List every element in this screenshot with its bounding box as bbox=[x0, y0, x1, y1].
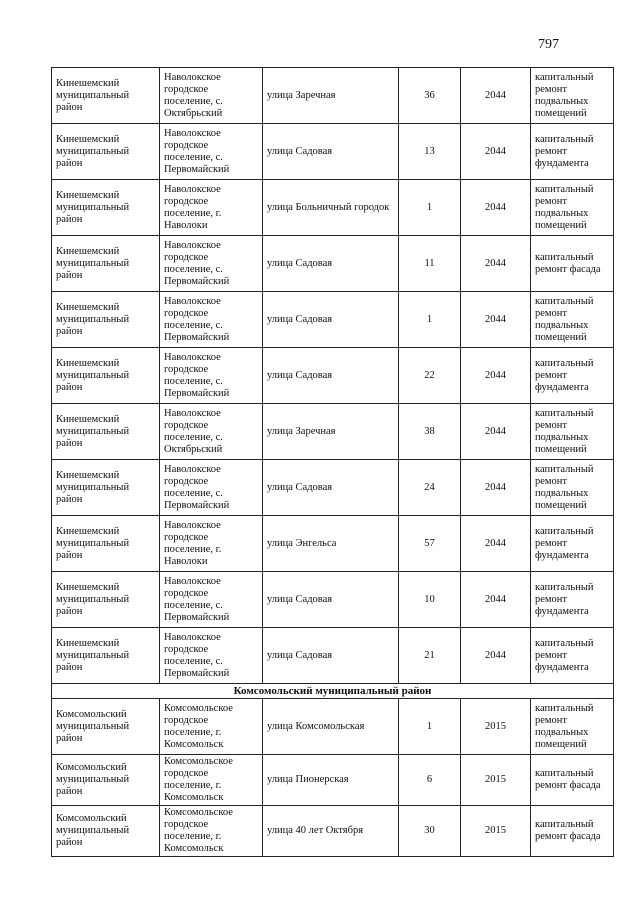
street-cell: улица Садовая bbox=[263, 124, 399, 180]
street-cell: улица Пионерская bbox=[263, 755, 399, 806]
street-cell: улица Комсомольская bbox=[263, 699, 399, 755]
table-row bbox=[52, 460, 614, 516]
section-header-row bbox=[52, 684, 614, 699]
table-row bbox=[52, 516, 614, 572]
street-cell: улица Садовая bbox=[263, 236, 399, 292]
repair-schedule-table bbox=[51, 67, 614, 857]
street-cell: улица Больничный городок bbox=[263, 180, 399, 236]
settlement-cell: Наволокское городское поселение, с. Первомайский bbox=[160, 460, 263, 516]
page-number: 797 bbox=[538, 37, 559, 52]
work-type-cell: капитальный ремонт подвальных помещений bbox=[531, 460, 614, 516]
table-row bbox=[52, 806, 614, 857]
street-cell: улица Энгельса bbox=[263, 516, 399, 572]
settlement-cell: Наволокское городское поселение, с. Первомайский bbox=[160, 628, 263, 684]
settlement-cell: Комсомольское городское поселение, г. Комсомольск bbox=[160, 699, 263, 755]
street-cell: улица Садовая bbox=[263, 628, 399, 684]
year-cell: 2015 bbox=[461, 699, 531, 755]
house-number-cell: 11 bbox=[399, 236, 461, 292]
street-cell: улица Заречная bbox=[263, 404, 399, 460]
settlement-cell: Комсомольское городское поселение, г. Комсомольск bbox=[160, 806, 263, 857]
district-cell: Кинешемский муниципальный район bbox=[52, 180, 160, 236]
year-cell: 2044 bbox=[461, 628, 531, 684]
table-row bbox=[52, 124, 614, 180]
house-number-cell: 22 bbox=[399, 348, 461, 404]
year-cell: 2044 bbox=[461, 460, 531, 516]
table-row bbox=[52, 292, 614, 348]
district-cell: Комсомольский муниципальный район bbox=[52, 806, 160, 857]
street-cell: улица 40 лет Октября bbox=[263, 806, 399, 857]
street-cell: улица Садовая bbox=[263, 572, 399, 628]
table-row bbox=[52, 572, 614, 628]
year-cell: 2044 bbox=[461, 572, 531, 628]
district-cell: Кинешемский муниципальный район bbox=[52, 516, 160, 572]
work-type-cell: капитальный ремонт фасада bbox=[531, 806, 614, 857]
year-cell: 2044 bbox=[461, 404, 531, 460]
house-number-cell: 57 bbox=[399, 516, 461, 572]
street-cell: улица Садовая bbox=[263, 348, 399, 404]
house-number-cell: 21 bbox=[399, 628, 461, 684]
work-type-cell: капитальный ремонт фундамента bbox=[531, 628, 614, 684]
house-number-cell: 30 bbox=[399, 806, 461, 857]
year-cell: 2044 bbox=[461, 180, 531, 236]
table-row bbox=[52, 699, 614, 755]
year-cell: 2015 bbox=[461, 806, 531, 857]
district-cell: Кинешемский муниципальный район bbox=[52, 124, 160, 180]
year-cell: 2015 bbox=[461, 755, 531, 806]
table-row bbox=[52, 404, 614, 460]
district-cell: Комсомольский муниципальный район bbox=[52, 755, 160, 806]
year-cell: 2044 bbox=[461, 68, 531, 124]
house-number-cell: 10 bbox=[399, 572, 461, 628]
district-cell: Кинешемский муниципальный район bbox=[52, 348, 160, 404]
work-type-cell: капитальный ремонт фасада bbox=[531, 236, 614, 292]
table-row bbox=[52, 755, 614, 806]
house-number-cell: 13 bbox=[399, 124, 461, 180]
house-number-cell: 36 bbox=[399, 68, 461, 124]
table-row bbox=[52, 68, 614, 124]
year-cell: 2044 bbox=[461, 348, 531, 404]
work-type-cell: капитальный ремонт подвальных помещений bbox=[531, 404, 614, 460]
year-cell: 2044 bbox=[461, 516, 531, 572]
work-type-cell: капитальный ремонт подвальных помещений bbox=[531, 68, 614, 124]
work-type-cell: капитальный ремонт подвальных помещений bbox=[531, 699, 614, 755]
settlement-cell: Наволокское городское поселение, с. Первомайский bbox=[160, 124, 263, 180]
work-type-cell: капитальный ремонт фундамента bbox=[531, 516, 614, 572]
settlement-cell: Комсомольское городское поселение, г. Комсомольск bbox=[160, 755, 263, 806]
district-cell: Кинешемский муниципальный район bbox=[52, 68, 160, 124]
settlement-cell: Наволокское городское поселение, с. Первомайский bbox=[160, 236, 263, 292]
settlement-cell: Наволокское городское поселение, г. Наволоки bbox=[160, 516, 263, 572]
street-cell: улица Садовая bbox=[263, 460, 399, 516]
street-cell: улица Садовая bbox=[263, 292, 399, 348]
year-cell: 2044 bbox=[461, 236, 531, 292]
settlement-cell: Наволокское городское поселение, с. Октябрьский bbox=[160, 68, 263, 124]
street-cell: улица Заречная bbox=[263, 68, 399, 124]
year-cell: 2044 bbox=[461, 124, 531, 180]
district-cell: Кинешемский муниципальный район bbox=[52, 404, 160, 460]
work-type-cell: капитальный ремонт фундамента bbox=[531, 124, 614, 180]
house-number-cell: 38 bbox=[399, 404, 461, 460]
work-type-cell: капитальный ремонт подвальных помещений bbox=[531, 180, 614, 236]
district-cell: Кинешемский муниципальный район bbox=[52, 460, 160, 516]
district-cell: Кинешемский муниципальный район bbox=[52, 628, 160, 684]
work-type-cell: капитальный ремонт фундамента bbox=[531, 572, 614, 628]
table-row bbox=[52, 236, 614, 292]
house-number-cell: 1 bbox=[399, 292, 461, 348]
work-type-cell: капитальный ремонт фасада bbox=[531, 755, 614, 806]
work-type-cell: капитальный ремонт фундамента bbox=[531, 348, 614, 404]
section-title: Комсомольский муниципальный район bbox=[52, 684, 614, 699]
house-number-cell: 1 bbox=[399, 180, 461, 236]
house-number-cell: 6 bbox=[399, 755, 461, 806]
district-cell: Кинешемский муниципальный район bbox=[52, 572, 160, 628]
table-row bbox=[52, 180, 614, 236]
district-cell: Кинешемский муниципальный район bbox=[52, 236, 160, 292]
table-row bbox=[52, 628, 614, 684]
settlement-cell: Наволокское городское поселение, с. Первомайский bbox=[160, 348, 263, 404]
house-number-cell: 24 bbox=[399, 460, 461, 516]
work-type-cell: капитальный ремонт подвальных помещений bbox=[531, 292, 614, 348]
table-row bbox=[52, 348, 614, 404]
settlement-cell: Наволокское городское поселение, с. Первомайский bbox=[160, 292, 263, 348]
settlement-cell: Наволокское городское поселение, г. Наволоки bbox=[160, 180, 263, 236]
year-cell: 2044 bbox=[461, 292, 531, 348]
district-cell: Кинешемский муниципальный район bbox=[52, 292, 160, 348]
house-number-cell: 1 bbox=[399, 699, 461, 755]
district-cell: Комсомольский муниципальный район bbox=[52, 699, 160, 755]
settlement-cell: Наволокское городское поселение, с. Октябрьский bbox=[160, 404, 263, 460]
settlement-cell: Наволокское городское поселение, с. Первомайский bbox=[160, 572, 263, 628]
